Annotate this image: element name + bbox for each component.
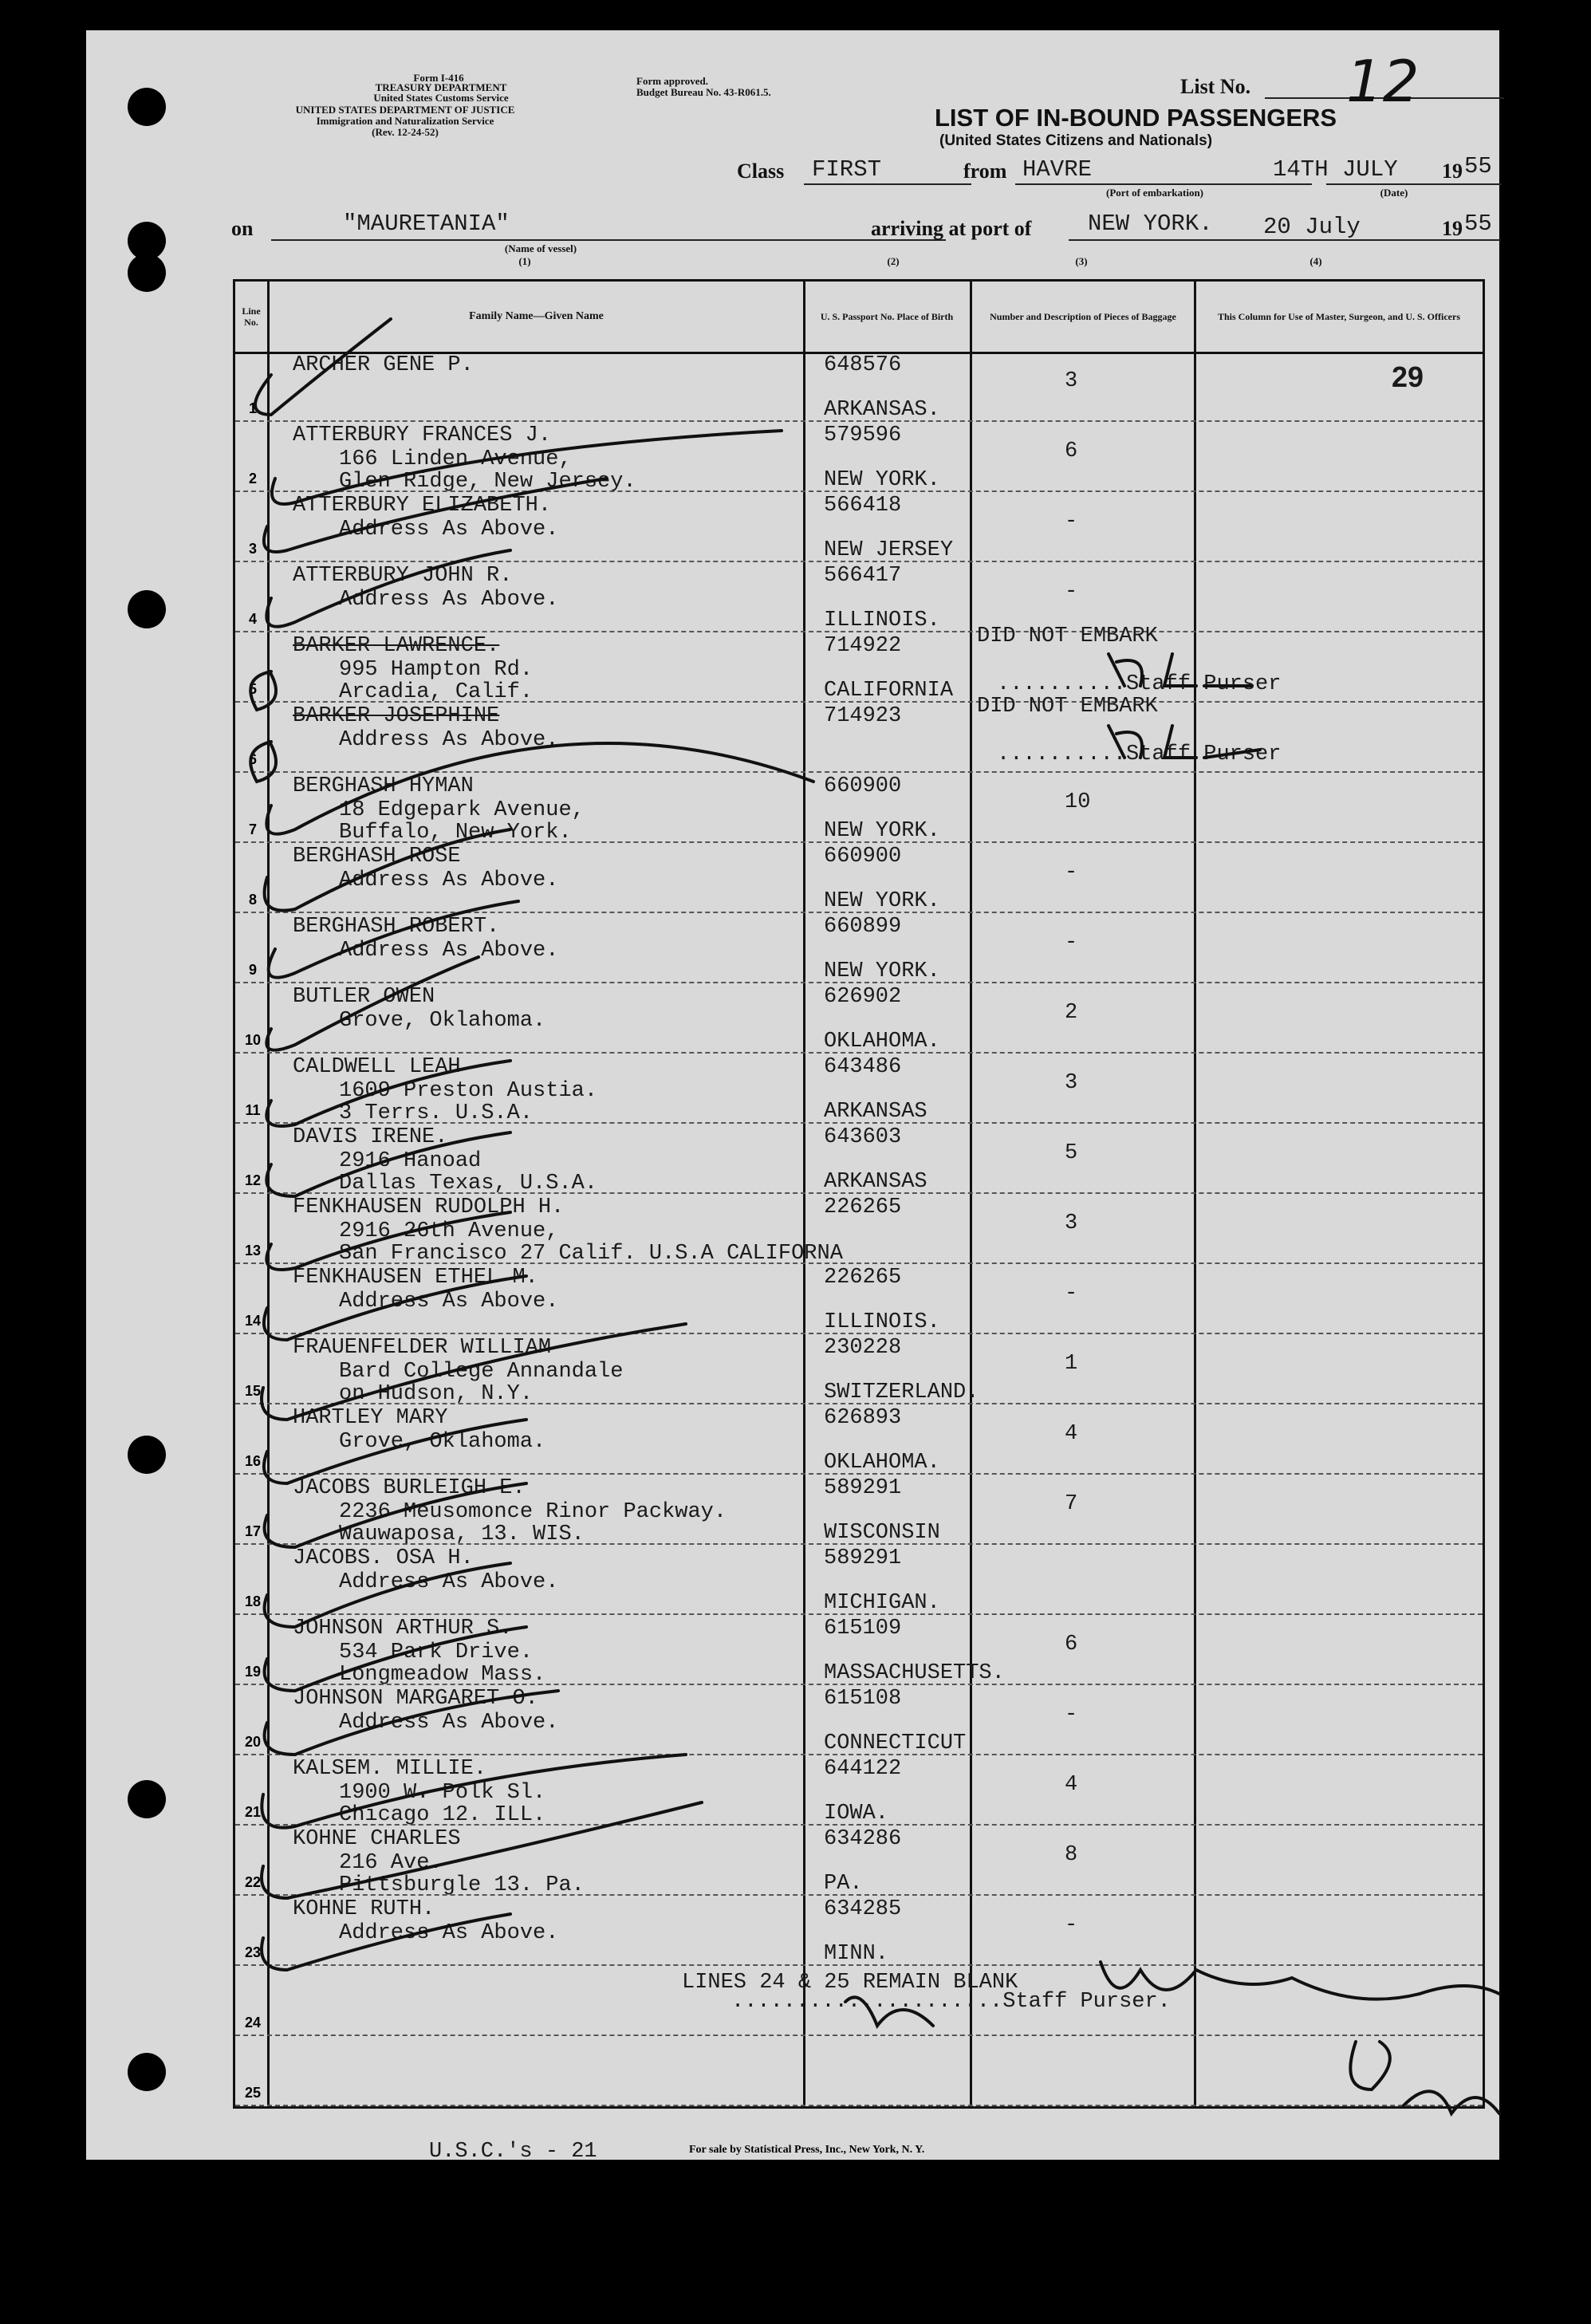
place-of-birth: MICHIGAN. [824, 1591, 940, 1615]
address-line-1: Address As Above. [339, 1570, 559, 1594]
place-of-birth: PA. [824, 1872, 863, 1896]
line-number: 10 [244, 1032, 262, 1048]
place-of-birth: SWITZERLAND. [824, 1381, 979, 1404]
line-number: 24 [244, 2015, 262, 2031]
page-subtitle: (United States Citizens and Nationals) [939, 132, 1213, 149]
place-of-birth: NEW JERSEY [824, 538, 954, 562]
table-row [235, 1896, 1483, 1966]
address-line-1: Address As Above. [339, 588, 559, 612]
line-number: 25 [244, 2085, 262, 2101]
address-line-1: 534 Park Drive. [339, 1641, 534, 1664]
passport-number: 226265 [824, 1266, 902, 1290]
staff-purser-signoff: .....................Staff Purser. [731, 1990, 1171, 2014]
col-num-3: (3) [1075, 255, 1088, 267]
table-row [235, 983, 1483, 1054]
passport-number: 714923 [824, 704, 902, 728]
address-line-1: LINES 24 & 25 REMAIN BLANK [682, 1971, 1018, 1995]
table-row [235, 773, 1483, 843]
address-line-2: Chicago 12. ILL. [339, 1803, 546, 1827]
address-line-2: Buffalo, New York. [339, 821, 572, 845]
baggage-count: 4 [1065, 1773, 1078, 1797]
line-number: 4 [248, 611, 257, 627]
line-number: 1 [248, 400, 257, 416]
place-of-birth: ARKANSAS. [824, 398, 940, 422]
passport-number: 648576 [824, 353, 902, 377]
line-number: 8 [248, 892, 257, 908]
form-number: Form I-416 [413, 72, 464, 84]
place-of-birth: NEW YORK. [824, 819, 940, 843]
embark-date-caption: (Date) [1380, 187, 1408, 199]
baggage-count: 10 [1065, 790, 1091, 814]
baggage-count: - [1065, 580, 1078, 604]
line-number: 21 [244, 1804, 262, 1820]
line-number: 7 [248, 821, 257, 837]
address-line-1: 2916 26th Avenue, [339, 1219, 559, 1243]
address-line-1: Grove, Oklahoma. [339, 1430, 546, 1454]
usc-footer: U.S.C.'s - 21 [429, 2140, 597, 2164]
table-row [235, 1194, 1483, 1264]
passenger-name: BERGHASH ROSE [293, 845, 461, 869]
passport-number: 230228 [824, 1336, 902, 1360]
line-number: 3 [248, 541, 257, 557]
place-of-birth: ARKANSAS [824, 1170, 927, 1194]
officer-count: 29 [1392, 360, 1424, 393]
baggage-count: - [1065, 861, 1078, 884]
col-name: Family Name—Given Name [469, 310, 604, 322]
table-row [235, 1615, 1483, 1685]
baggage-count: 3 [1065, 1071, 1078, 1095]
embark-port-caption: (Port of embarkation) [1105, 187, 1204, 199]
address-line-2: Wauwaposa, 13. WIS. [339, 1522, 585, 1546]
address-line-1: Address As Above. [339, 939, 559, 963]
passenger-name: KALSEM. MILLIE. [293, 1757, 487, 1781]
passenger-name: ATTERBURY JOHN R. [293, 564, 513, 588]
address-line-1: 216 Ave. [339, 1851, 443, 1875]
table-row [235, 1334, 1483, 1404]
class-label: Class [737, 160, 785, 183]
passenger-name: JACOBS. OSA H. [293, 1546, 474, 1570]
col-num-2: (2) [887, 255, 900, 267]
punch-hole [128, 88, 166, 126]
address-line-2: Dallas Texas, U.S.A. [339, 1172, 598, 1195]
baggage-count: 8 [1065, 1843, 1078, 1867]
form-revision: (Rev. 12-24-52) [372, 126, 439, 138]
col-baggage: Number and Description of Pieces of Baggage [990, 311, 1176, 322]
line-number: 15 [244, 1383, 262, 1399]
address-line-1: Address As Above. [339, 1921, 559, 1945]
table-row [235, 422, 1483, 492]
table-row [235, 1755, 1483, 1826]
line-number: 2 [248, 471, 257, 486]
passenger-name: DAVIS IRENE. [293, 1125, 448, 1149]
baggage-count: 4 [1065, 1422, 1078, 1446]
table-row [235, 1264, 1483, 1334]
place-of-birth: CONNECTICUT [824, 1731, 967, 1755]
line-number: 17 [244, 1523, 262, 1539]
address-line-2: Pittsburgle 13. Pa. [339, 1873, 585, 1897]
from-label: from [963, 160, 1007, 183]
place-of-birth: CALIFORNIA [824, 679, 954, 703]
line-number: 23 [244, 1944, 262, 1960]
passenger-name: JOHNSON ARTHUR S. [293, 1617, 513, 1641]
passport-number: 660899 [824, 915, 902, 939]
did-not-embark: DID NOT EMBARK [977, 695, 1158, 719]
place-of-birth: ARKANSAS [824, 1100, 927, 1124]
line-number: 22 [244, 1874, 262, 1890]
col-num-1: (1) [518, 255, 531, 267]
passenger-name: FRAUENFELDER WILLIAM [293, 1336, 552, 1360]
table-row [235, 1826, 1483, 1896]
punch-hole [128, 254, 166, 292]
passenger-name: ARCHER GENE P. [293, 353, 474, 377]
baggage-count: 6 [1065, 439, 1078, 463]
form-approved: Form approved. [636, 75, 709, 87]
passport-number: 566418 [824, 494, 902, 518]
passport-number: 589291 [824, 1546, 902, 1570]
passenger-name: FENKHAUSEN RUDOLPH H. [293, 1195, 565, 1219]
table-row [235, 1475, 1483, 1545]
address-line-1: Address As Above. [339, 518, 559, 542]
table-row [235, 1685, 1483, 1755]
address-line-2: Glen Ridge, New Jersey. [339, 470, 636, 494]
line-number: 5 [248, 681, 257, 697]
baggage-count: - [1065, 1913, 1078, 1937]
passport-number: 615109 [824, 1617, 902, 1641]
col-num-4: (4) [1309, 255, 1322, 267]
customs-service: United States Customs Service [373, 92, 509, 104]
address-line-2: Longmeadow Mass. [339, 1663, 546, 1687]
baggage-count: - [1065, 1282, 1078, 1306]
embark-year: 55 [1464, 153, 1492, 179]
passport-number: 615108 [824, 1687, 902, 1711]
officer-note: ..........Staff Purser [997, 742, 1282, 766]
baggage-count: 7 [1065, 1492, 1078, 1516]
arriving-label: arriving at port of [871, 217, 1032, 240]
passport-number: 634286 [824, 1827, 902, 1851]
address-line-1: Address As Above. [339, 728, 559, 752]
place-of-birth: ILLINOIS. [824, 609, 940, 632]
address-line-2: on-Hudson, N.Y. [339, 1382, 534, 1406]
treasury-dept: TREASURY DEPARTMENT [375, 81, 507, 93]
table-row [235, 695, 1483, 773]
baggage-count: 1 [1065, 1352, 1078, 1376]
address-line-1: 166 Linden Avenue, [339, 447, 572, 471]
passenger-name: BARKER LAWRENCE. [293, 634, 500, 658]
list-number: 12 [1346, 48, 1420, 115]
address-line-1: 1609 Preston Austia. [339, 1079, 598, 1103]
did-not-embark: DID NOT EMBARK [977, 624, 1158, 648]
passenger-table [233, 279, 1485, 2109]
table-row [235, 1124, 1483, 1194]
passenger-name: HARTLEY MARY [293, 1406, 448, 1430]
baggage-count: - [1065, 931, 1078, 955]
col-passport: U. S. Passport No. Place of Birth [820, 311, 954, 322]
baggage-count: - [1065, 510, 1078, 534]
address-line-1: Address As Above. [339, 1290, 559, 1314]
printer-footer: For sale by Statistical Press, Inc., New York, N. Y. [689, 2144, 925, 2156]
line-number: 13 [244, 1243, 262, 1259]
on-label: on [231, 217, 254, 240]
page-title: LIST OF IN-BOUND PASSENGERS [935, 104, 1337, 132]
address-line-1: Grove, Oklahoma. [339, 1009, 546, 1033]
passport-number: 566417 [824, 564, 902, 588]
line-number: 20 [244, 1734, 262, 1750]
passport-number: 660900 [824, 774, 902, 798]
passport-number: 660900 [824, 845, 902, 869]
passport-number: 714922 [824, 634, 902, 658]
address-line-1: 1900 W. Polk Sl. [339, 1781, 546, 1805]
budget-bureau: Budget Bureau No. 43-R061.5. [636, 86, 771, 98]
table-row [235, 843, 1483, 913]
address-line-1: Address As Above. [339, 1711, 559, 1735]
arrival-year: 55 [1464, 211, 1492, 237]
passport-number: 644122 [824, 1757, 902, 1781]
place-of-birth: OKLAHOMA. [824, 1030, 940, 1054]
passenger-name: BERGHASH HYMAN [293, 774, 474, 798]
passenger-name: FENKHAUSEN ETHEL M. [293, 1266, 538, 1290]
table-row [235, 352, 1483, 422]
passenger-name: KOHNE CHARLES [293, 1827, 461, 1851]
line-number: 14 [244, 1313, 262, 1329]
year-prefix-1: 19 [1442, 160, 1463, 183]
address-line-1: Address As Above. [339, 869, 559, 892]
passenger-name: ATTERBURY ELIZABETH. [293, 494, 552, 518]
passport-number: 226265 [824, 1195, 902, 1219]
line-number: 6 [248, 751, 257, 767]
passenger-name: ATTERBURY FRANCES J. [293, 423, 552, 447]
year-prefix-2: 19 [1442, 217, 1463, 240]
passenger-name: CALDWELL LEAH [293, 1055, 461, 1079]
place-of-birth: MINN. [824, 1942, 889, 1966]
justice-dept: UNITED STATES DEPARTMENT OF JUSTICE [295, 104, 515, 116]
punch-hole [128, 590, 166, 628]
list-no-label: List No. [1180, 75, 1251, 98]
address-line-1: 995 Hampton Rd. [339, 658, 534, 682]
baggage-count: 3 [1065, 369, 1078, 393]
col-officers: This Column for Use of Master, Surgeon, and U. S. Officers [1217, 311, 1460, 322]
punch-hole [128, 2053, 166, 2091]
passenger-name: JACOBS BURLEIGH E. [293, 1476, 526, 1500]
table-row [235, 562, 1483, 632]
baggage-count: 2 [1065, 1001, 1078, 1025]
table-row [235, 913, 1483, 983]
line-number: 12 [244, 1172, 262, 1188]
line-number: 18 [244, 1593, 262, 1609]
baggage-count: - [1065, 1703, 1078, 1727]
address-line-1: 2916 Hanoad [339, 1149, 482, 1173]
line-number: 19 [244, 1664, 262, 1680]
punch-hole [128, 1780, 166, 1818]
embark-date: 14TH JULY [1273, 156, 1398, 183]
col-line-no: Line No. [242, 305, 261, 328]
passport-number: 579596 [824, 423, 902, 447]
address-line-1: 2236 Meusomonce Rinor Packway. [339, 1500, 727, 1524]
vessel-caption: (Name of vessel) [504, 242, 577, 254]
baggage-count: 5 [1065, 1141, 1078, 1165]
address-line-1: Bard College Annandale [339, 1360, 624, 1384]
baggage-count: 3 [1065, 1211, 1078, 1235]
class-value: FIRST [812, 156, 882, 183]
passenger-name: BERGHASH ROBERT. [293, 915, 500, 939]
passport-number: 643486 [824, 1055, 902, 1079]
officer-note: ..........Staff Purser [997, 672, 1282, 696]
passport-number: 626902 [824, 985, 902, 1009]
passport-number: 643603 [824, 1125, 902, 1149]
place-of-birth: MASSACHUSETTS. [824, 1661, 1005, 1685]
table-row [235, 1404, 1483, 1475]
place-of-birth: OKLAHOMA. [824, 1451, 940, 1475]
passenger-name: BUTLER OWEN [293, 985, 435, 1009]
passenger-name: BARKER JOSEPHINE [293, 704, 500, 728]
place-of-birth: ILLINOIS. [824, 1310, 940, 1334]
passenger-name: KOHNE RUTH. [293, 1897, 435, 1921]
line-number: 11 [245, 1102, 261, 1118]
table-row [235, 624, 1483, 704]
place-of-birth: NEW YORK. [824, 959, 940, 983]
passport-number: 589291 [824, 1476, 902, 1500]
vessel-name: "MAURETANIA" [343, 211, 510, 237]
passenger-name: JOHNSON MARGARET O. [293, 1687, 538, 1711]
address-line-2: Arcadia, Calif. [339, 680, 534, 704]
table-row [235, 1054, 1483, 1124]
table-row [235, 2036, 1483, 2106]
immigration-service: Immigration and Naturalization Service [316, 115, 494, 127]
place-of-birth: NEW YORK. [824, 889, 940, 913]
address-line-2: San Francisco 27 Calif. U.S.A CALIFORNA [339, 1242, 843, 1266]
baggage-count: 6 [1065, 1633, 1078, 1656]
place-of-birth: WISCONSIN [824, 1521, 940, 1545]
line-number: 9 [248, 962, 257, 978]
punch-hole [128, 1436, 166, 1474]
table-row [235, 1545, 1483, 1615]
table-row [235, 492, 1483, 562]
passport-number: 626893 [824, 1406, 902, 1430]
place-of-birth: IOWA. [824, 1802, 889, 1826]
address-line-2: 3 Terrs. U.S.A. [339, 1101, 534, 1125]
arrival-port: NEW YORK. [1088, 211, 1213, 237]
line-number: 16 [244, 1453, 262, 1469]
arrival-date: 20 July [1263, 214, 1361, 240]
place-of-birth: NEW YORK. [824, 468, 940, 492]
address-line-1: 18 Edgepark Avenue, [339, 798, 585, 822]
embark-port: HAVRE [1022, 156, 1093, 183]
passport-number: 634285 [824, 1897, 902, 1921]
